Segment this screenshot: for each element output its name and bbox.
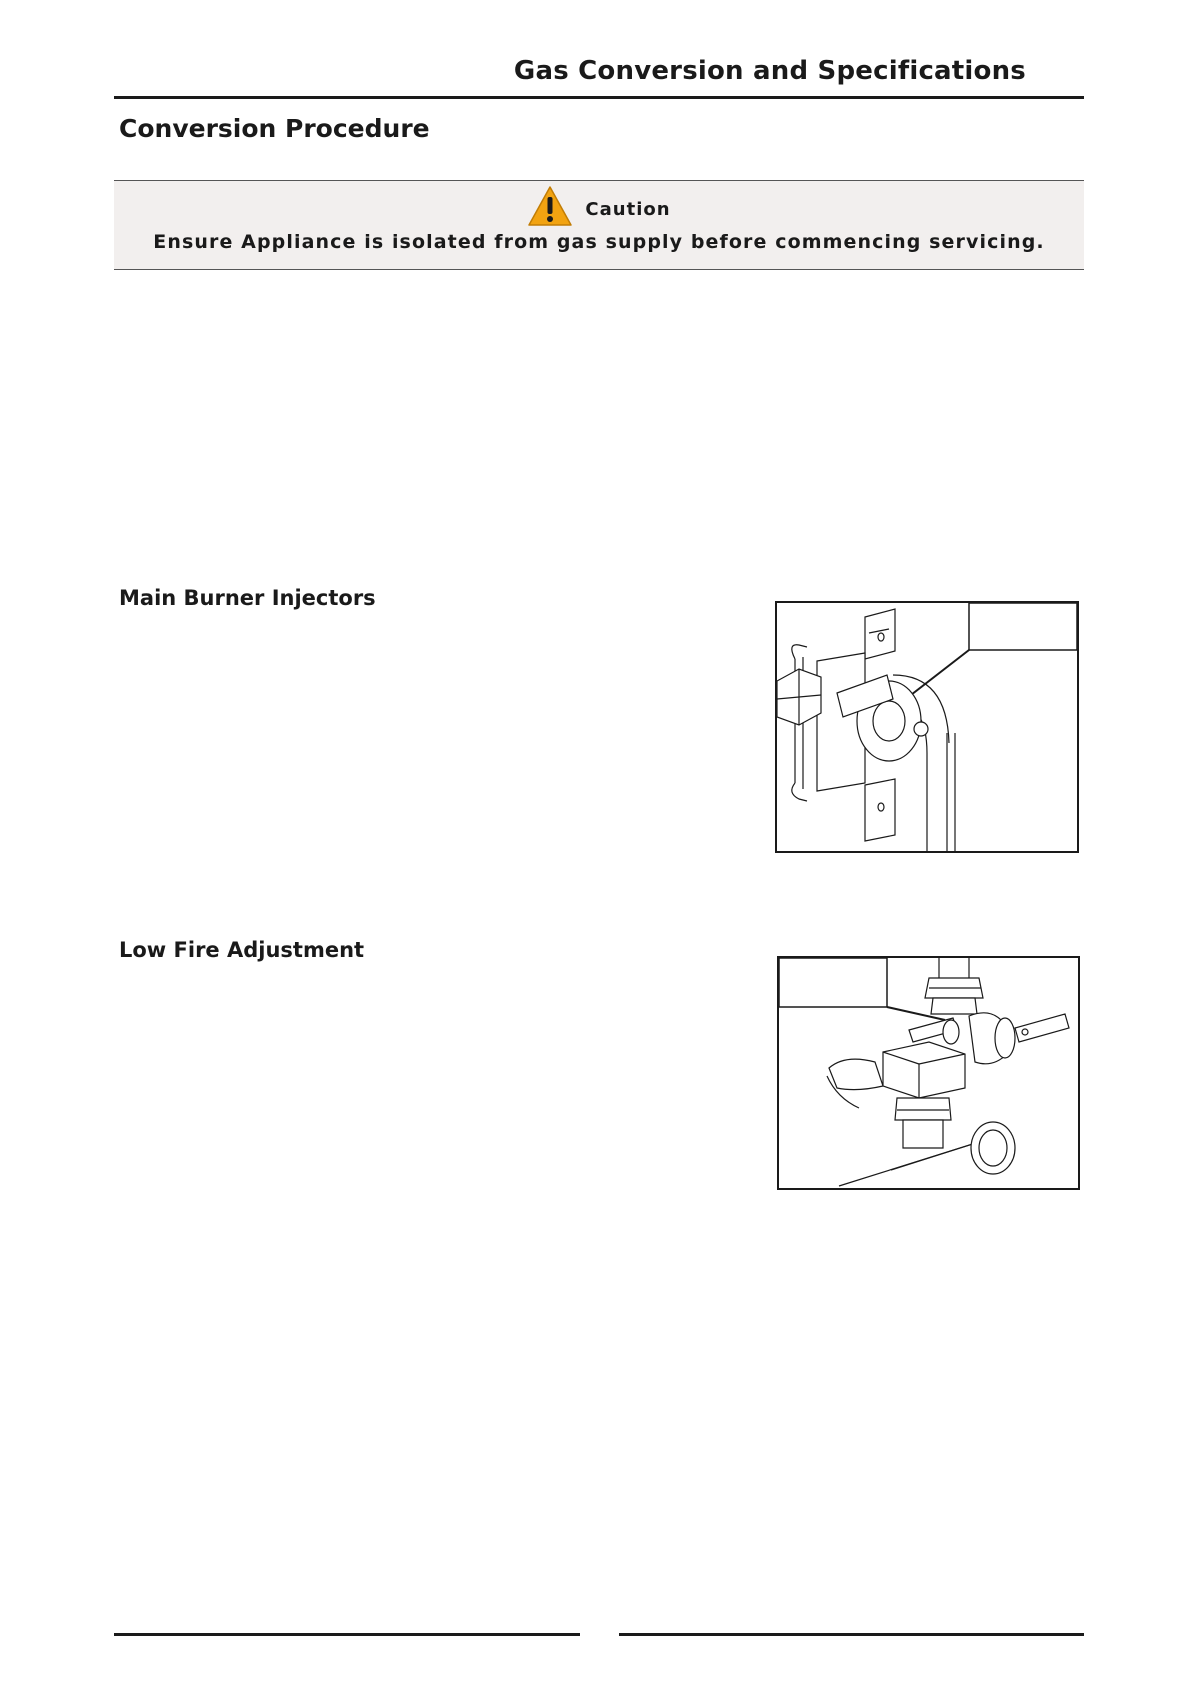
warning-triangle-icon [527, 185, 573, 227]
caution-label: Caution [585, 198, 671, 220]
caution-box [114, 180, 1084, 270]
caution-text: Ensure Appliance is isolated from gas supply before commencing servicing. [153, 231, 1045, 253]
subheading-low-fire-adjustment: Low Fire Adjustment [119, 938, 365, 962]
header-divider [114, 96, 1084, 99]
caution-header [114, 185, 1084, 227]
page-header-title: Gas Conversion and Specifications [513, 56, 1026, 86]
footer-divider-right [619, 1633, 1084, 1636]
valve-illustration [777, 956, 1080, 1190]
section-title: Conversion Procedure [119, 114, 430, 143]
footer-divider-left [114, 1633, 580, 1636]
subheading-main-burner-injectors: Main Burner Injectors [119, 586, 376, 610]
injector-illustration [775, 601, 1079, 853]
